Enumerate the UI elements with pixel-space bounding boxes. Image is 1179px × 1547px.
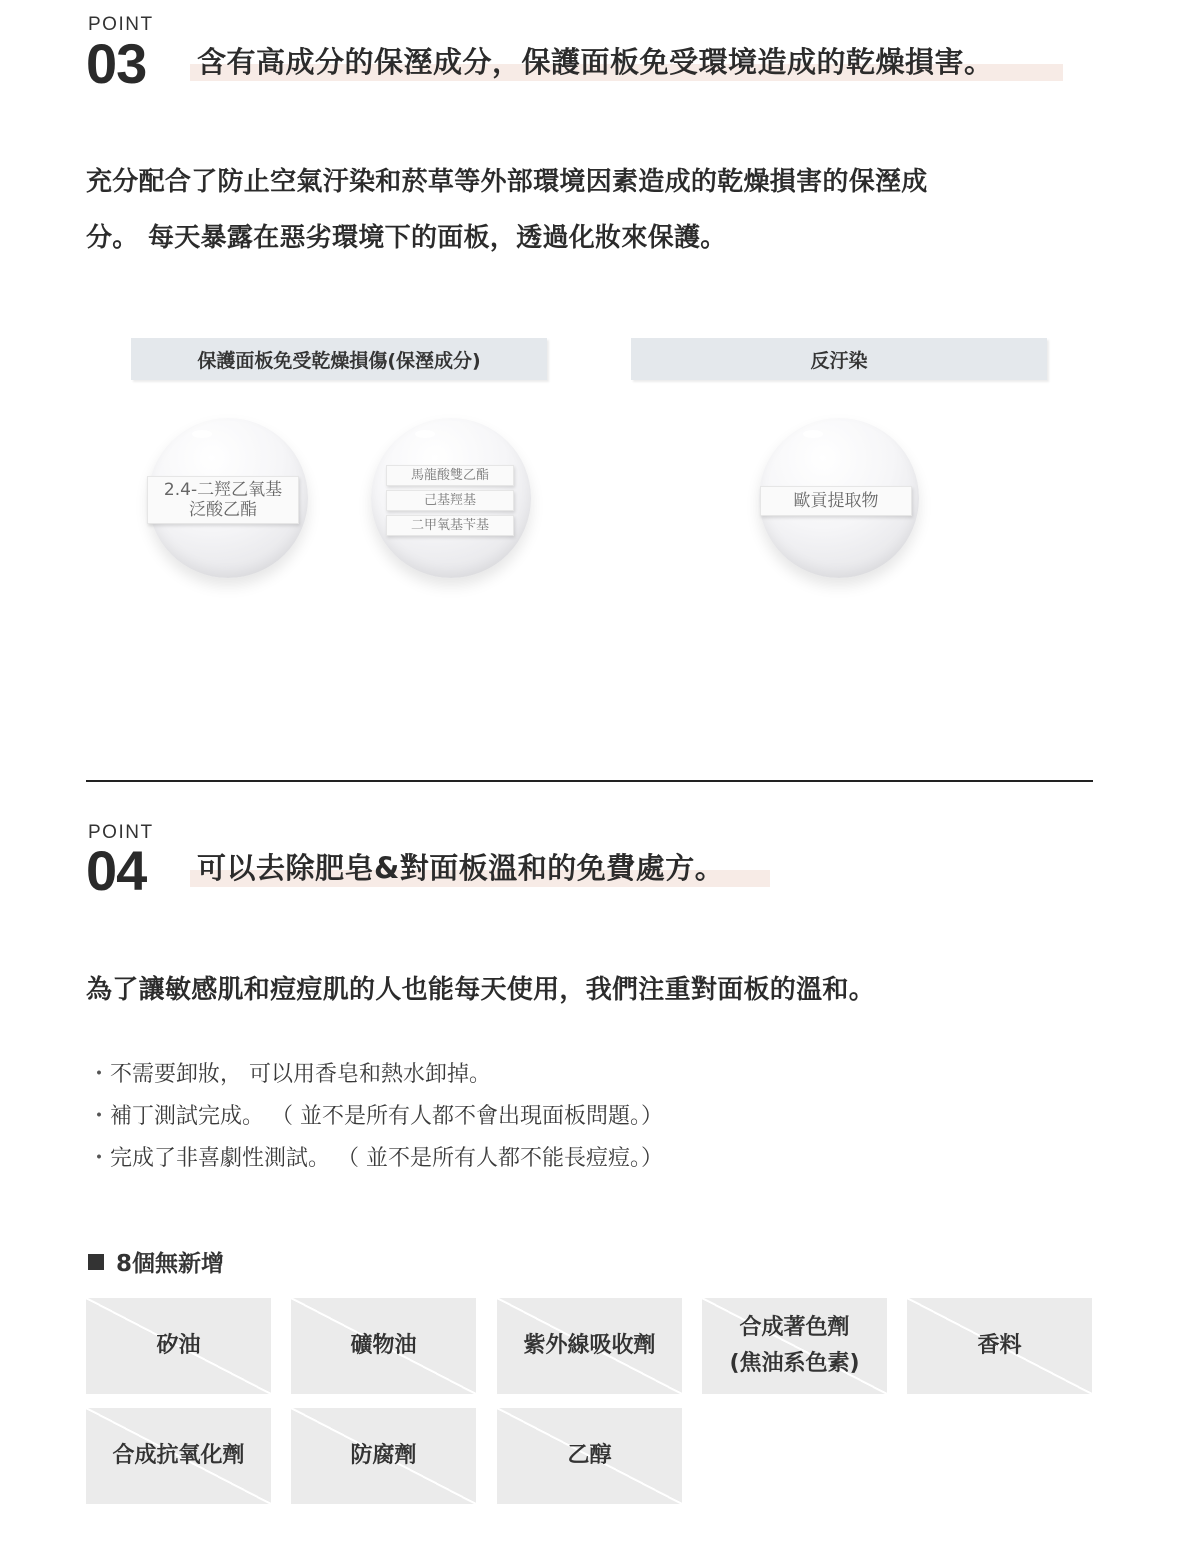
free-item-preservative [291, 1408, 476, 1504]
ingredient-name: 2.4-二羥乙氧基 [163, 480, 283, 500]
ingredient-plate-2b: 己基羥基 [386, 490, 514, 511]
point-03-description [86, 154, 1086, 266]
free-item-uv-absorber [497, 1298, 682, 1394]
point-04-label: POINT [88, 822, 154, 843]
free-item-label: 防腐劑 [350, 1443, 417, 1468]
bullet-text: 補丁測試完成。 （ 並不是所有人都不會出現面板問題。） [110, 1104, 663, 1129]
ingredient-plate-1 [147, 476, 299, 524]
anti-pollution-category-box: 反汙染 [631, 338, 1047, 380]
bullet-text: 完成了非喜劇性測試。 （ 並不是所有人都不能長痘痘。） [110, 1146, 663, 1171]
ingredient-plate-2a: 馬龍酸雙乙酯 [386, 465, 514, 486]
free-item-synthetic-antioxidant [86, 1408, 271, 1504]
free-item-fragrance [907, 1298, 1092, 1394]
point-03-label: POINT [88, 14, 154, 35]
free-item-ethanol [497, 1408, 682, 1504]
free-item-label: 矽油 [156, 1333, 201, 1358]
list-item [88, 1054, 663, 1096]
point-04-title: 可以去除肥皂&對面板溫和的免費處方。 [197, 851, 725, 885]
free-item-label: 香料 [977, 1333, 1022, 1358]
free-item-label: 礦物油 [350, 1333, 417, 1358]
free-item-label: 紫外線吸收劑 [523, 1333, 656, 1358]
bullet-mark: ・ [88, 1104, 111, 1129]
point-04-number: 04 [86, 839, 147, 902]
point-04-description: 為了讓敏感肌和痘痘肌的人也能每天使用，我們注重對面板的溫和。 [86, 975, 876, 1005]
free-item-label: 合成抗氧化劑 [112, 1443, 245, 1468]
free-item-sublabel: (焦油系色素) [729, 1351, 860, 1376]
bullet-mark: ・ [88, 1062, 111, 1087]
list-item [88, 1096, 663, 1138]
free-item-label: 乙醇 [567, 1443, 612, 1468]
free-item-synthetic-colorant [702, 1298, 887, 1394]
free-additives-heading [88, 1245, 224, 1278]
free-item-mineral-oil [291, 1298, 476, 1394]
ingredient-name: 泛酸乙酯 [189, 500, 257, 520]
point-03-description-line-1: 充分配合了防止空氣汙染和菸草等外部環境因素造成的乾燥損害的保溼成 [86, 167, 928, 197]
ingredient-plate-2c: 二甲氧基苄基 [386, 515, 514, 536]
square-bullet-icon [88, 1254, 104, 1270]
moisturizing-category-box: 保護面板免受乾燥損傷(保溼成分) [131, 338, 547, 380]
free-item-silicone-oil [86, 1298, 271, 1394]
bullet-mark: ・ [88, 1146, 111, 1171]
bullet-text: 不需要卸妝， 可以用香皂和熱水卸掉。 [110, 1062, 491, 1087]
point-03-number: 03 [86, 32, 147, 95]
feature-bullet-list [88, 1054, 663, 1180]
point-03-title: 含有高成分的保溼成分，保護面板免受環境造成的乾燥損害。 [197, 45, 994, 79]
list-item [88, 1138, 663, 1180]
free-item-label: 合成著色劑 [739, 1315, 850, 1340]
ingredient-plate-3: 歐貢提取物 [760, 486, 912, 516]
point-03-description-line-2: 分。 每天暴露在惡劣環境下的面板，透過化妝來保護。 [86, 223, 727, 253]
free-additives-heading-text: 8個無新增 [116, 1251, 225, 1277]
section-divider [86, 780, 1093, 782]
